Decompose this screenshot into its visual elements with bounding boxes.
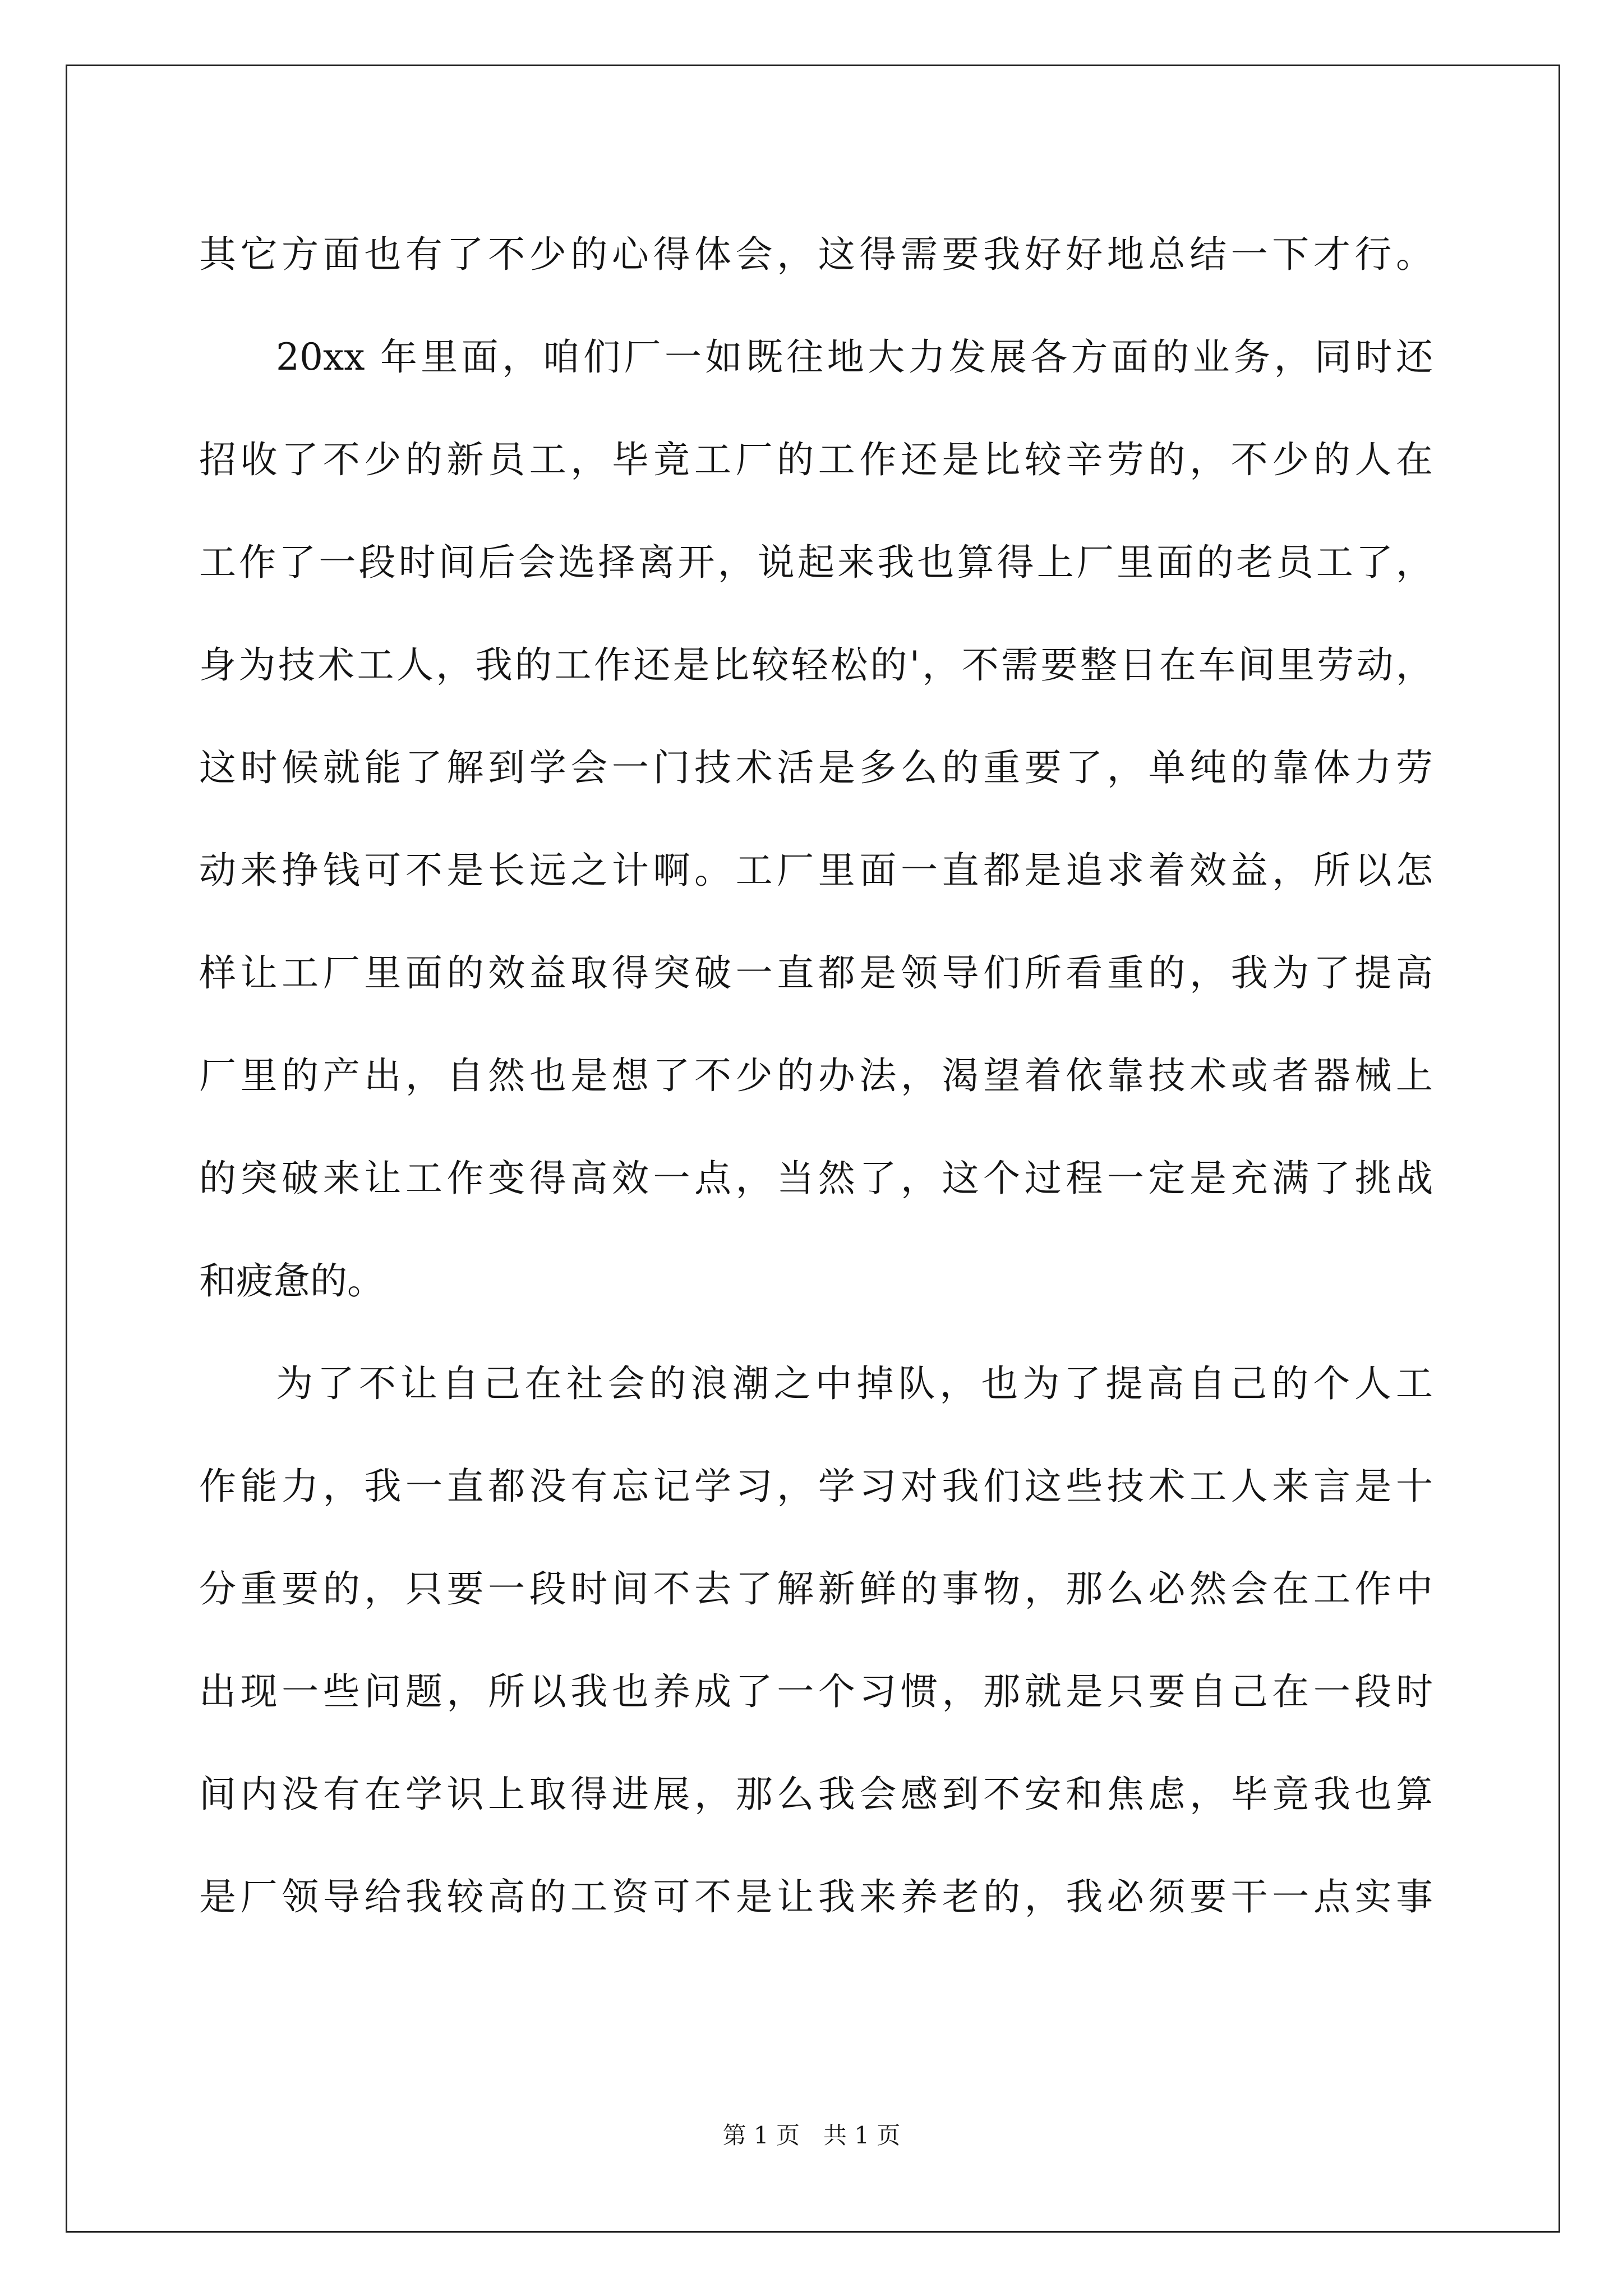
text-line: 间内没有在学识上取得进展，那么我会感到不安和焦虑，毕竟我也算: [199, 1773, 1433, 1816]
text-line: 作能力，我一直都没有忘记学习，学习对我们这些技术工人来言是十: [199, 1465, 1433, 1508]
page-total: 共 1 页: [823, 2122, 901, 2149]
text-line: 动来挣钱可不是长远之计啊。工厂里面一直都是追求着效益，所以怎: [199, 849, 1433, 892]
text-line: 这时候就能了解到学会一门技术活是多么的重要了，单纯的靠体力劳: [199, 746, 1433, 789]
text-line: 厂里的产出，自然也是想了不少的办法，渴望着依靠技术或者器械上: [199, 1054, 1433, 1097]
text-line: 分重要的，只要一段时间不去了解新鲜的事物，那么必然会在工作中: [199, 1567, 1433, 1611]
text-line: 20xx 年里面，咱们厂一如既往地大力发展各方面的业务，同时还: [276, 335, 1433, 379]
text-line: 出现一些问题，所以我也养成了一个习惯，那就是只要自己在一段时: [199, 1670, 1433, 1713]
text-line: 工作了一段时间后会选择离开，说起来我也算得上厂里面的老员工了，: [199, 541, 1433, 584]
text-line: 其它方面也有了不少的心得体会，这得需要我好好地总结一下才行。: [199, 233, 1433, 276]
page-footer: [0, 2119, 1623, 2152]
document-body: [199, 203, 1433, 1948]
text-line: 的突破来让工作变得高效一点，当然了，这个过程一定是充满了挑战: [199, 1157, 1433, 1200]
text-line: 招收了不少的新员工，毕竟工厂的工作还是比较辛劳的，不少的人在: [199, 438, 1433, 481]
page-number: 第 1 页: [722, 2122, 800, 2149]
text-line: 是厂领导给我较高的工资可不是让我来养老的，我必须要干一点实事: [199, 1875, 1433, 1918]
text-line: 为了不让自己在社会的浪潮之中掉队，也为了提高自己的个人工: [276, 1362, 1433, 1405]
text-line: 样让工厂里面的效益取得突破一直都是领导们所看重的，我为了提高: [199, 951, 1433, 995]
text-line: 身为技术工人，我的工作还是比较轻松的'，不需要整日在车间里劳动，: [199, 643, 1433, 687]
text-line: 和疲惫的。: [199, 1259, 384, 1303]
